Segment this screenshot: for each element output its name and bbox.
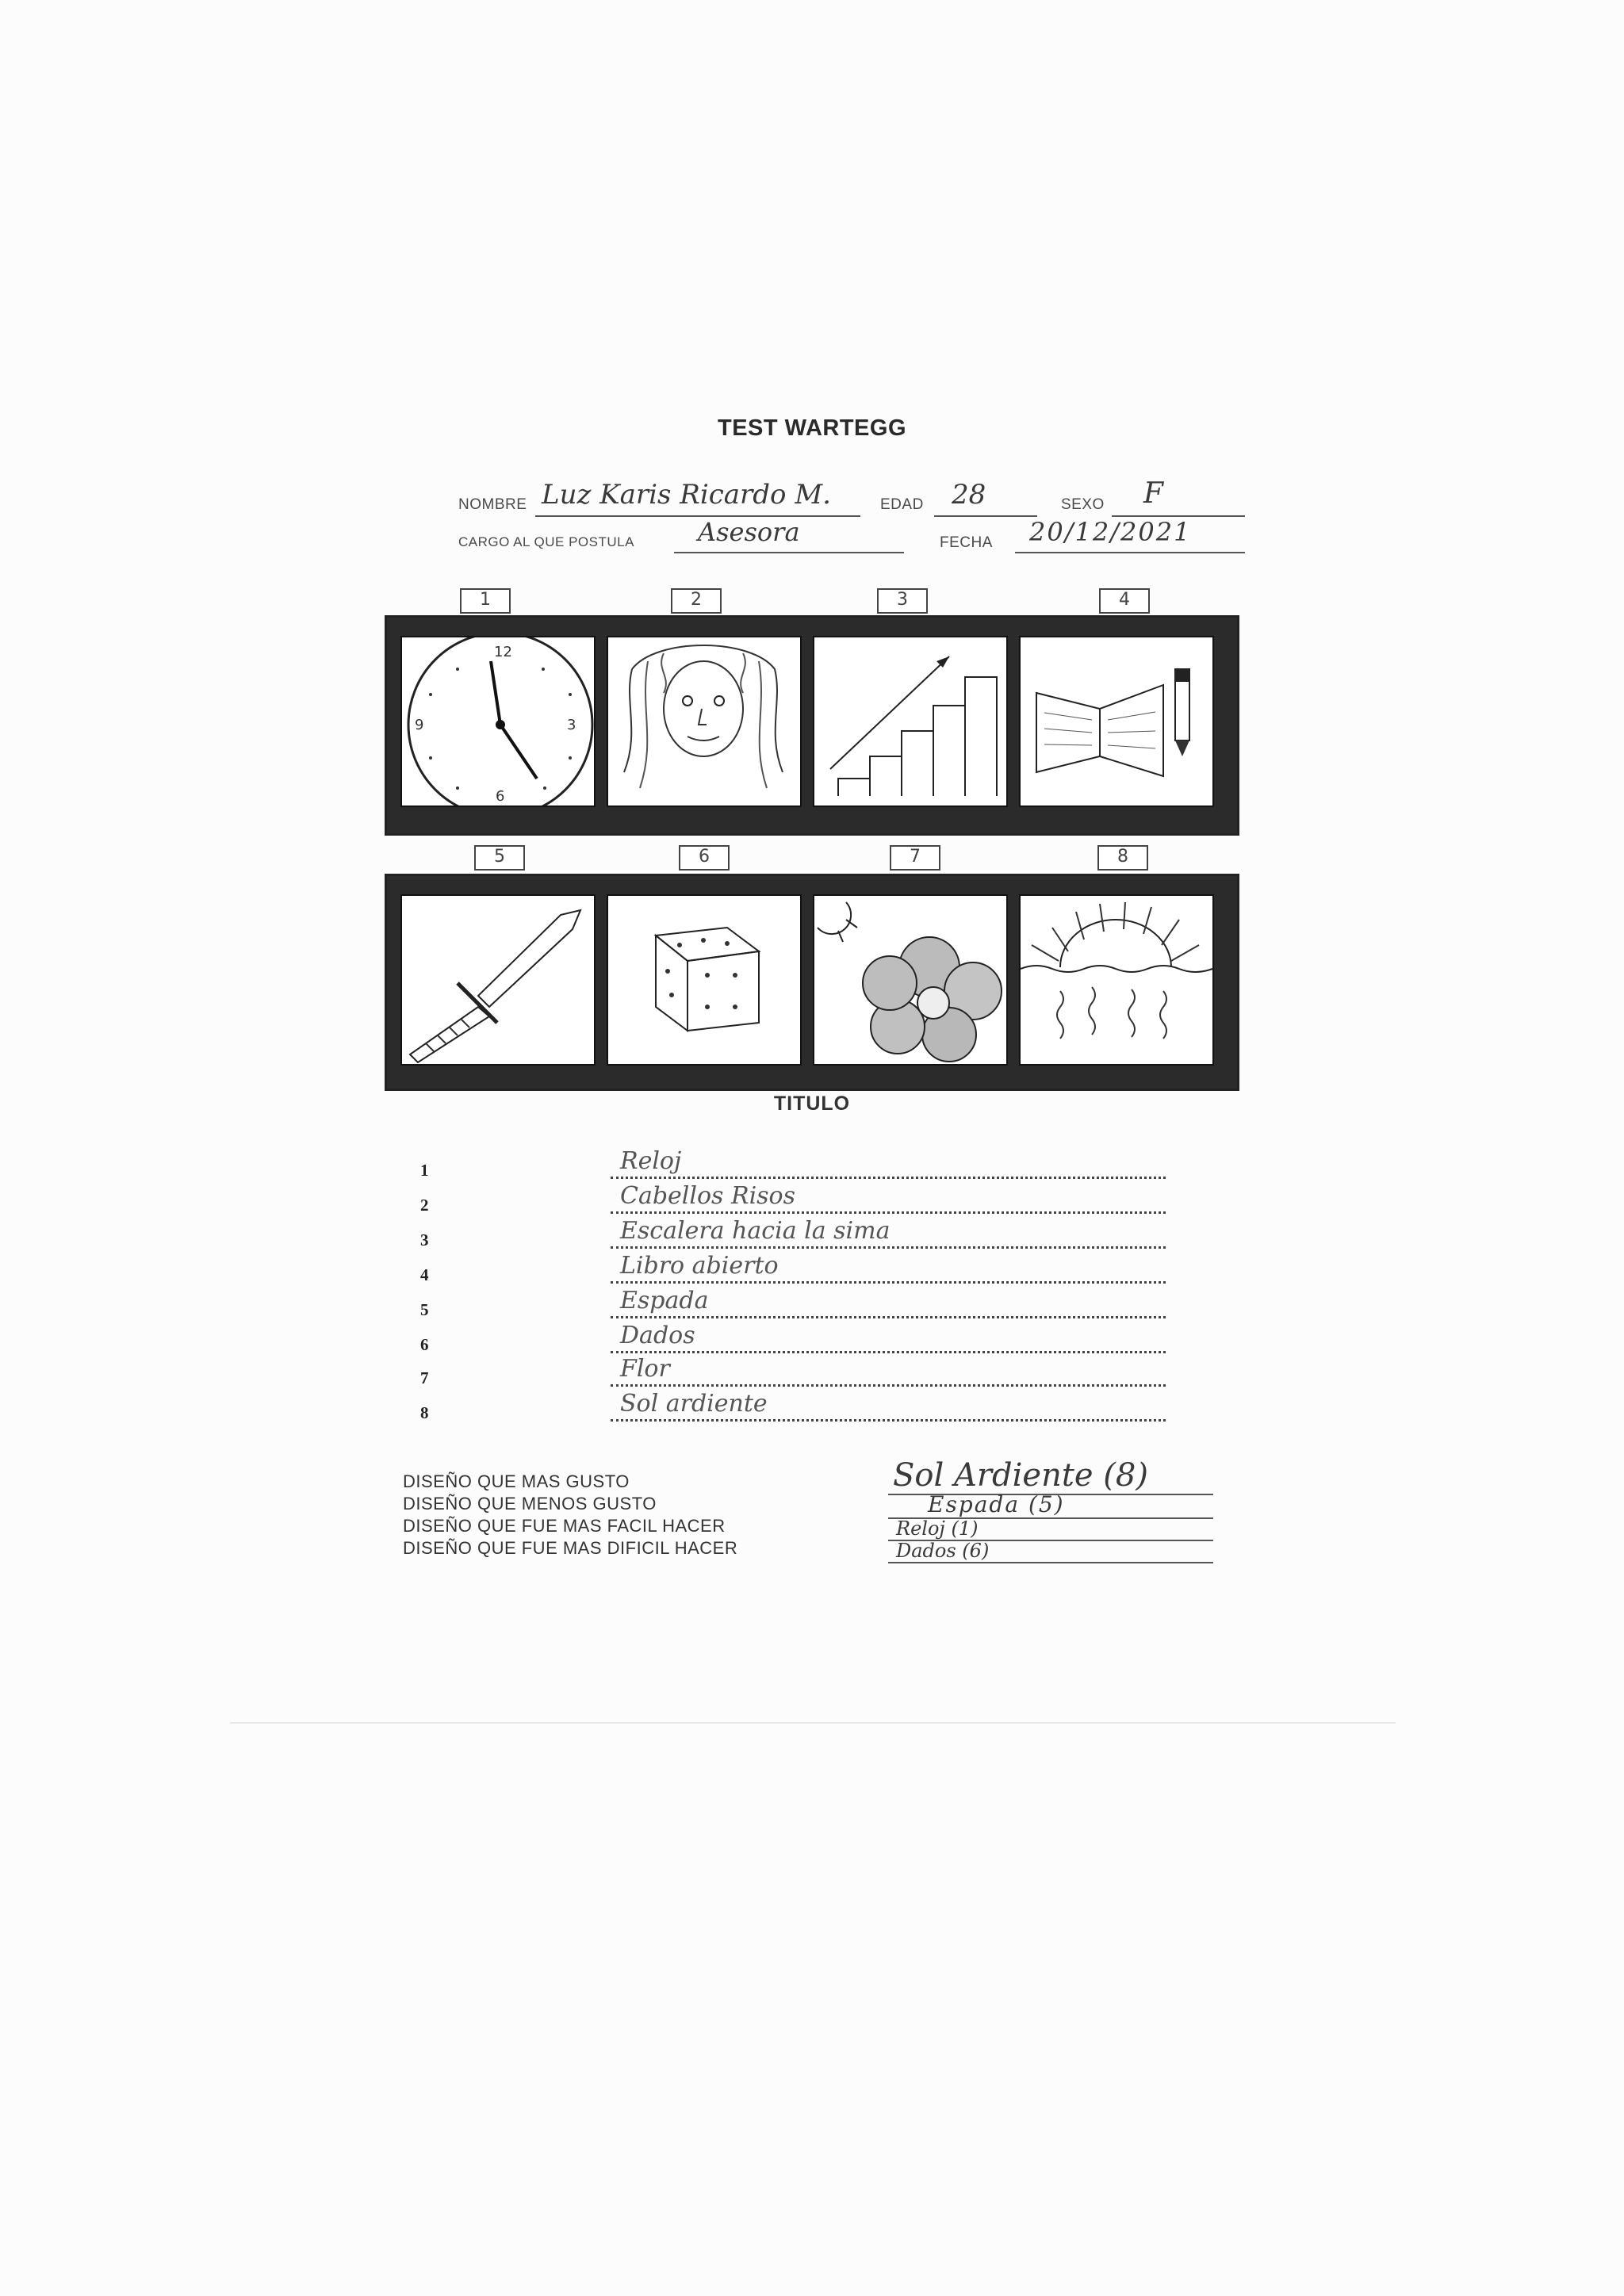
drawing-box-2 (607, 636, 802, 807)
title-row-number-1: 1 (420, 1161, 429, 1180)
nombre-field (535, 477, 860, 517)
answer-line-1 (888, 1457, 1213, 1495)
titulo-heading: TITULO (773, 1093, 851, 1115)
title-line-6 (611, 1322, 1166, 1353)
drawing-box-1 (400, 636, 596, 807)
title-line-4 (611, 1253, 1166, 1284)
question-label-1: DISEÑO QUE MAS GUSTO (403, 1471, 630, 1491)
title-row-number-7: 7 (420, 1368, 429, 1387)
dice-icon (608, 896, 800, 1064)
face-icon (608, 637, 800, 806)
title-row-number-4: 4 (420, 1265, 429, 1284)
box-number-4: 4 (1099, 588, 1150, 614)
drawing-box-4 (1019, 636, 1214, 807)
flower-icon (814, 896, 1006, 1064)
box-number-3: 3 (877, 588, 928, 614)
sexo-label: SEXO (1061, 496, 1105, 513)
title-line-7 (611, 1356, 1166, 1387)
title-line-2 (611, 1183, 1166, 1214)
answer-line-2 (888, 1491, 1213, 1519)
title-line-8 (611, 1391, 1166, 1422)
box-number-6: 6 (679, 845, 730, 871)
cargo-field (674, 515, 904, 553)
drawing-box-8 (1019, 894, 1214, 1066)
question-label-4: DISEÑO QUE FUE MAS DIFICIL HACER (403, 1538, 738, 1558)
edad-value: 28 (952, 479, 986, 511)
title-text-1: Reloj (620, 1147, 682, 1175)
title-text-4: Libro abierto (620, 1252, 779, 1280)
box-number-5: 5 (474, 845, 525, 871)
answer-text-4: Dados (6) (896, 1540, 990, 1562)
drawing-box-5 (400, 894, 596, 1066)
svg-text:12: 12 (494, 644, 512, 660)
title-text-5: Espada (620, 1287, 709, 1314)
svg-text:6: 6 (496, 788, 505, 805)
title-row-number-2: 2 (420, 1196, 429, 1215)
answer-text-1: Sol Ardiente (8) (893, 1457, 1148, 1494)
edad-label: EDAD (880, 496, 924, 513)
title-line-1 (611, 1148, 1166, 1179)
edad-field (934, 477, 1037, 517)
title-row-number-5: 5 (420, 1300, 429, 1319)
box-number-2: 2 (671, 588, 722, 614)
fecha-value: 20/12/2021 (1029, 517, 1192, 547)
title-text-2: Cabellos Risos (620, 1182, 796, 1210)
sexo-value: F (1143, 477, 1163, 510)
title-text-7: Flor (620, 1355, 670, 1383)
nombre-value: Luz Karis Ricardo M. (542, 479, 831, 511)
stairs-icon (814, 637, 1006, 806)
drawing-box-3 (813, 636, 1008, 807)
sexo-field (1112, 477, 1245, 517)
answer-text-3: Reloj (1) (896, 1517, 979, 1540)
page-edge-divider (230, 1722, 1396, 1724)
title-row-number-6: 6 (420, 1335, 429, 1354)
title-text-8: Sol ardiente (620, 1390, 768, 1418)
svg-text:9: 9 (415, 717, 424, 733)
answer-text-2: Espada (5) (928, 1491, 1065, 1517)
answer-line-3 (888, 1519, 1213, 1541)
title-line-5 (611, 1288, 1166, 1318)
title-row-number-8: 8 (420, 1403, 429, 1422)
fecha-label: FECHA (940, 534, 993, 551)
answer-line-4 (888, 1541, 1213, 1563)
drawing-box-7 (813, 894, 1008, 1066)
title-text-3: Escalera hacia la sima (620, 1217, 891, 1245)
sunset-icon (1021, 896, 1212, 1064)
svg-text:3: 3 (567, 717, 576, 733)
nombre-label: NOMBRE (458, 496, 527, 513)
document-title: TEST WARTEGG (718, 415, 906, 441)
title-text-6: Dados (620, 1322, 695, 1349)
sword-icon (402, 896, 594, 1064)
cargo-label: CARGO AL QUE POSTULA (458, 534, 634, 549)
fecha-field (1015, 515, 1245, 553)
clock-icon (402, 637, 594, 806)
question-label-2: DISEÑO QUE MENOS GUSTO (403, 1494, 657, 1513)
box-number-1: 1 (460, 588, 511, 614)
cargo-value: Asesora (698, 517, 800, 547)
title-line-3 (611, 1218, 1166, 1249)
question-label-3: DISEÑO QUE FUE MAS FACIL HACER (403, 1516, 726, 1536)
drawing-box-6 (607, 894, 802, 1066)
book-pencil-icon (1021, 637, 1212, 806)
box-number-8: 8 (1097, 845, 1148, 871)
title-row-number-3: 3 (420, 1230, 429, 1249)
box-number-7: 7 (890, 845, 940, 871)
